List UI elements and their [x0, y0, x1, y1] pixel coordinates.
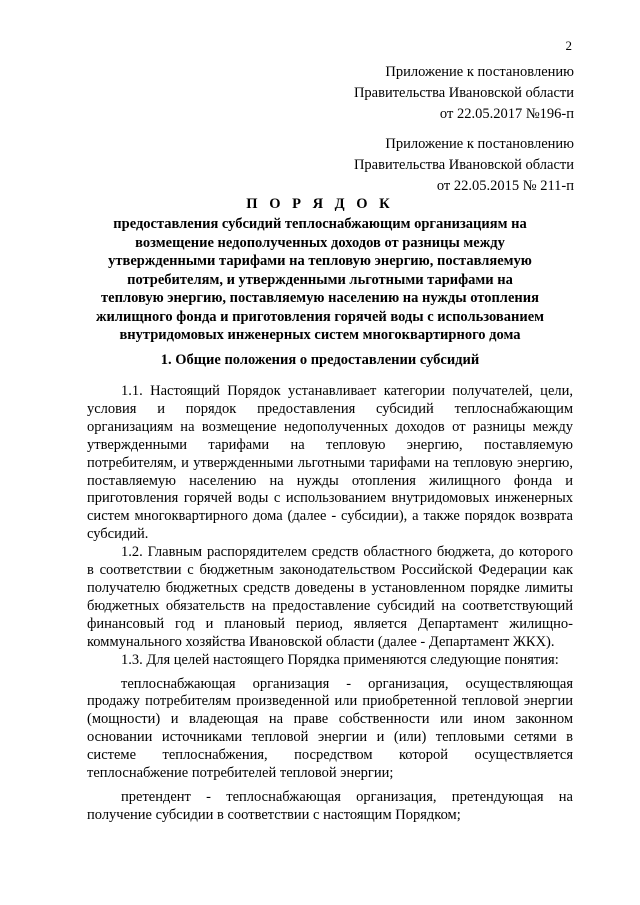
annex-original-block — [354, 134, 574, 197]
paragraph-1-2: 1.2. Главным распорядителем средств областного бюджета, до которого в соответствии с бюджетным законодательством Российской Федерации как получателю бюджетных средств доведены в установленном порядке лимиты бюджетных обязательств на предоставление субсидий на соответствующий финансовый год и плановый период, является Департамент жилищно-коммунального хозяйства Ивановской области (далее - Департамент ЖКХ). — [87, 544, 573, 650]
document-title: П О Р Я Д О К — [246, 196, 394, 212]
annex-current-line1: Приложение к постановлению — [385, 64, 574, 80]
paragraph-1-1: 1.1. Настоящий Порядок устанавливает категории получателей, цели, условия и порядок предоставления субсидий теплоснабжающим организациям на возмещение недополученных доходов от разницы между утвержденными тарифами на тепловую энергию, поставляемую потребителям, и утвержденными льготными тарифами на тепловую энергию, поставляемую населению на нужды отопления жилищного фонда и приготовления горячей воды с использованием внутридомовых инженерных систем многоквартирного дома (далее - субсидии), а также порядок возврата субсидий. — [87, 383, 573, 543]
definition-applicant: претендент - теплоснабжающая организация, претендующая на получение субсидии в соответствии с настоящим Порядком; — [87, 788, 573, 823]
document-body — [87, 383, 573, 825]
document-subtitle: предоставления субсидий теплоснабжающим организациям на возмещение недополученных доходов от разницы между утвержденными тарифами на тепловую энергию, поставляемую потребителям, и утвержденными льготными тарифами на тепловую энергию, поставляемую населению на нужды отопления жилищного фонда и приготовления горячей воды с использованием внутридомовых инженерных систем многоквартирного дома — [96, 216, 545, 343]
paragraph-1-3: 1.3. Для целей настоящего Порядка применяются следующие понятия: — [121, 651, 559, 668]
annex-current-block — [354, 62, 574, 125]
annex-original-line3: от 22.05.2015 № 211-п — [436, 178, 574, 194]
annex-current-line2: Правительства Ивановской области — [353, 85, 574, 101]
annex-original-line1: Приложение к постановлению — [385, 136, 574, 152]
annex-original-line2: Правительства Ивановской области — [353, 157, 574, 173]
annex-current-line3: от 22.05.2017 №196-п — [439, 106, 574, 122]
section-heading: 1. Общие положения о предоставлении субсидий — [160, 352, 480, 368]
definition-heat-supplier: теплоснабжающая организация - организация, осуществляющая продажу потребителям произведенной или приобретенной тепловой энергии (мощности) и владеющая на праве собственности или ином законном основании источниками тепловой энергии и (или) тепловыми сетями в системе теплоснабжения, посредством которой осуществляется теплоснабжение потребителей тепловой энергии; — [87, 675, 573, 782]
page-number: 2 — [565, 38, 572, 53]
